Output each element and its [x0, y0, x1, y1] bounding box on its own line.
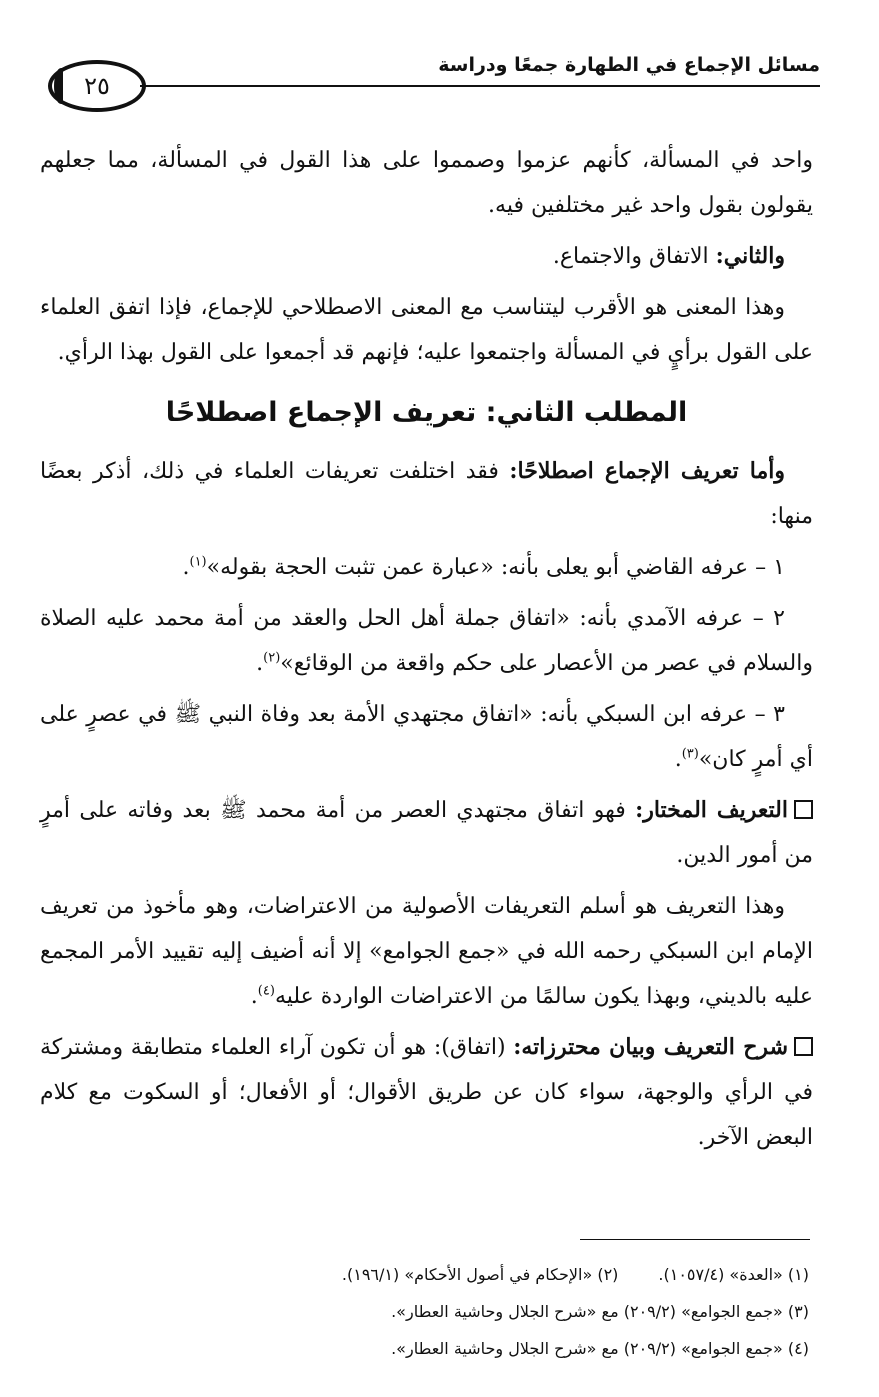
section-heading: المطلب الثاني: تعريف الإجماع اصطلاحًا — [165, 397, 688, 428]
footnote: (٤) «جمع الجوامع» (٢٠٩/٢) مع «شرح الجلال وحاشية العطار». — [391, 1339, 809, 1358]
footnote-ref: (٤) — [257, 983, 275, 999]
paragraph-label: شرح التعريف وبيان محترزاته: — [513, 1034, 788, 1060]
paragraph-label: التعريف المختار: — [635, 797, 788, 823]
square-bullet-icon — [794, 1037, 813, 1056]
definition-item: ٣ – عرفه ابن السبكي بأنه: «اتفاق مجتهدي الأمة بعد وفاة النبي ﷺ في عصرٍ على أي أمرٍ كان»$^{(٣)}$. — [40, 702, 813, 772]
definition-text: ٢ – عرفه الآمدي بأنه: «اتفاق جملة أهل الحل والعقد من أمة محمد عليه الصلاة والسلام في عصر من الأعصار على حكم واقعة من الوقائع» — [40, 606, 813, 676]
footnote-ref: (٣) — [681, 746, 699, 762]
definition-item: ٢ – عرفه الآمدي بأنه: «اتفاق جملة أهل الحل والعقد من أمة محمد عليه الصلاة والسلام في عصر من الأعصار على حكم واقعة من الوقائع»$^{(٢)}$. — [40, 606, 813, 676]
paragraph-text: (اتفاق): هو أن تكون آراء العلماء متطابقة ومشتركة في الرأي والوجهة، سواء كان عن طريق الأقوال؛ أو الأفعال؛ أو السكوت مع كلام البعض الآخر. — [40, 1035, 813, 1150]
paragraph-text: فهو اتفاق مجتهدي العصر من أمة محمد ﷺ بعد وفاته على أمرٍ من أمور الدين. — [40, 798, 813, 868]
page-number: ٢٥ — [84, 72, 110, 100]
footnote-ref: (١) — [189, 554, 207, 570]
paragraph-text: وهذا التعريف هو أسلم التعريفات الأصولية من الاعتراضات، وهو مأخوذ من تعريف الإمام ابن السبكي رحمه الله في «جمع الجوامع» إلا أنه أضيف إليه تقييد الأمر المجمع عليه بالديني، وبهذا يكون سالمًا من الاعتراضات الواردة عليه — [40, 894, 813, 1009]
paragraph-text: الاتفاق والاجتماع. — [552, 244, 716, 269]
paragraph — [40, 1025, 813, 1160]
paragraph — [40, 449, 813, 539]
definition-text: ٣ – عرفه ابن السبكي بأنه: «اتفاق مجتهدي الأمة بعد وفاة النبي ﷺ في عصرٍ على أي أمرٍ كان» — [40, 702, 813, 772]
page-number-badge — [48, 60, 146, 112]
footnote-separator — [580, 1239, 810, 1240]
page-content — [40, 138, 813, 1160]
paragraph-text: فقد اختلفت تعريفات العلماء في ذلك، أذكر بعضًا منها: — [40, 459, 813, 529]
footnote: (٣) «جمع الجوامع» (٢٠٩/٢) مع «شرح الجلال وحاشية العطار». — [391, 1302, 809, 1321]
paragraph: واحد في المسألة، كأنهم عزموا وصمموا على هذا القول في المسألة، مما جعلهم يقولون بقول واحد غير مختلفين فيه. — [40, 148, 813, 218]
paragraph-label: والثاني: — [715, 243, 785, 269]
footnote: (١) «العدة» (١٠٥٧/٤). — [658, 1265, 809, 1284]
paragraph — [40, 788, 813, 878]
paragraph: وهذا التعريف هو أسلم التعريفات الأصولية من الاعتراضات، وهو مأخوذ من تعريف الإمام ابن السبكي رحمه الله في «جمع الجوامع» إلا أنه أضيف إليه تقييد الأمر المجمع عليه بالديني، وبهذا يكون سالمًا من الاعتراضات الواردة عليه$^{(٤)}$. — [40, 894, 813, 1009]
square-bullet-icon — [794, 800, 813, 819]
paragraph: وهذا المعنى هو الأقرب ليتناسب مع المعنى الاصطلاحي للإجماع، فإذا اتفق العلماء على القول برأيٍ في المسألة واجتمعوا عليه؛ فإنهم قد أجمعوا على القول بهذا الرأي. — [40, 295, 813, 365]
footnote: (٢) «الإحكام في أصول الأحكام» (١٩٦/١). — [341, 1265, 619, 1284]
page-header — [40, 48, 820, 108]
badge-ornament — [54, 68, 68, 104]
definition-item: ١ – عرفه القاضي أبو يعلى بأنه: «عبارة عمن تثبت الحجة بقوله»$^{(١)}$. — [182, 554, 785, 580]
footnotes — [40, 1256, 809, 1367]
paragraph — [40, 234, 813, 279]
footnote-ref: (٢) — [263, 650, 281, 666]
paragraph-label: وأما تعريف الإجماع اصطلاحًا: — [509, 458, 785, 484]
running-title: مسائل الإجماع في الطهارة جمعًا ودراسة — [438, 54, 820, 76]
header-rule — [140, 85, 820, 87]
footnote-row — [40, 1256, 809, 1293]
definition-text: ١ – عرفه القاضي أبو يعلى بأنه: «عبارة عمن تثبت الحجة بقوله» — [206, 555, 785, 580]
